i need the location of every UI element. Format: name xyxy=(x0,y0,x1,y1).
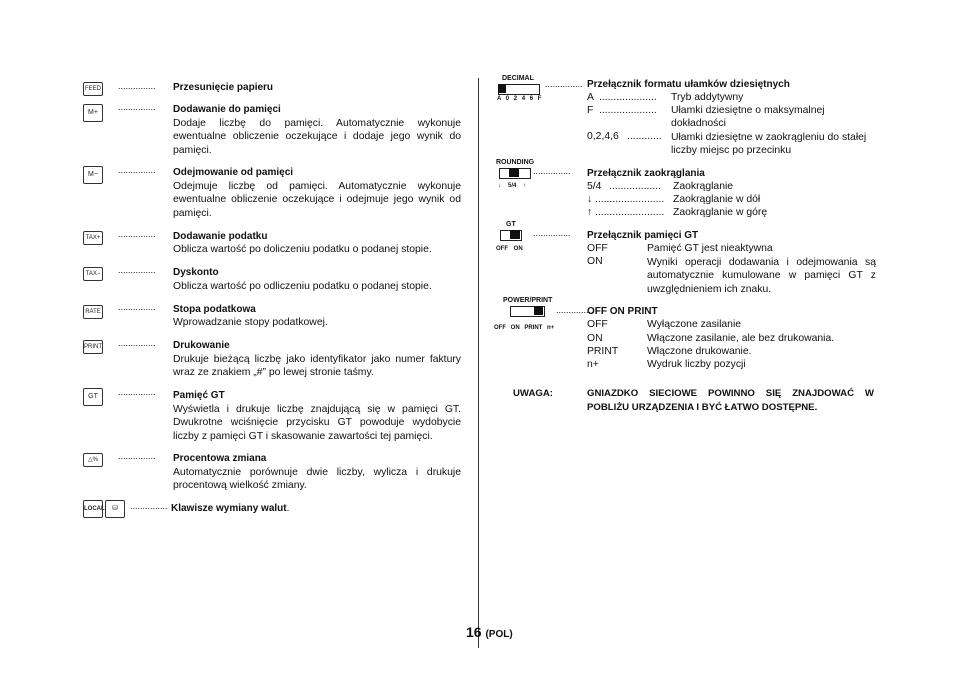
item-title: Odejmowanie od pamięci xyxy=(173,167,294,178)
item-description: Wyświetla i drukuje liczbę znajdującą się w pamięci GT. Dwukrotne wciśnięcie przycisku GT powoduje wydobycie liczby z pamięci GT i skasowanie zawartości tej pamięci. xyxy=(173,404,461,442)
section-title: Przełącznik formatu ułamków dziesiętnych xyxy=(587,79,790,90)
option-key: PRINT xyxy=(587,346,619,357)
option-key: OFF xyxy=(587,319,608,330)
item-description: Wprowadzanie stopy podatkowej. xyxy=(173,317,328,328)
leader-dots: .................... xyxy=(599,92,657,103)
gt-key-icon: GT xyxy=(83,388,103,406)
power-print-switch-icon: POWER/PRINT OFF ON PRINT n+ xyxy=(494,297,555,331)
option-key: A xyxy=(587,92,594,103)
leader-dots: ............... xyxy=(118,81,156,91)
option-key: ON xyxy=(587,333,603,344)
option-key: ↑ xyxy=(587,207,593,218)
option-key: 0,2,4,6 xyxy=(587,131,619,142)
leader-dots: ............... xyxy=(545,79,583,89)
item-description: Automatycznie porównuje dwie liczby, wylicza i drukuje procentową wielkość zmiany. xyxy=(173,467,461,492)
item-description: Oblicza wartość po doliczeniu podatku o podanej stopie. xyxy=(173,244,432,255)
item-title: Dodawanie do pamięci xyxy=(173,104,281,115)
leader-dots: ............... xyxy=(118,338,156,348)
option-value: Ułamki dziesiętne w zaokrągleniu do stałej liczby miejsc po przecinku xyxy=(671,132,867,157)
option-value: Ułamki dziesiętne o maksymalnej dokładności xyxy=(671,105,825,130)
leader-dots: ............... xyxy=(533,166,571,176)
item-title: Dodawanie podatku xyxy=(173,231,268,242)
leader-dots: ............... xyxy=(118,302,156,312)
leader-dots: ............... xyxy=(533,228,571,238)
section-title: Przełącznik pamięci GT xyxy=(587,230,699,241)
page-number: 16 (POL) xyxy=(466,624,513,640)
leader-dots: .................. xyxy=(609,181,661,192)
item-title: Procentowa zmiana xyxy=(173,453,267,464)
option-key: ON xyxy=(587,256,603,267)
tax-plus-key-icon: TAX+ xyxy=(83,231,103,245)
option-value: Wyłączone zasilanie xyxy=(647,319,742,330)
option-value: Zaokrąglanie w dół xyxy=(673,194,761,205)
column-divider xyxy=(478,78,479,648)
item-description: Dodaje liczbę do pamięci. Automatycznie wykonuje ewentualne obliczenie oczekujące i dodaje jego wynik do pamięci. xyxy=(173,118,461,156)
item-title: Drukowanie xyxy=(173,340,230,351)
leader-dots: ............ xyxy=(627,131,662,142)
option-key: 5/4 xyxy=(587,181,602,192)
leader-dots: ........................ xyxy=(595,194,665,205)
decimal-switch-icon: DECIMAL A 0 2 4 6 F xyxy=(497,75,543,102)
leader-dots: ............... xyxy=(118,229,156,239)
m-minus-key-icon: M− xyxy=(83,166,103,184)
m-plus-key-icon: M+ xyxy=(83,104,103,122)
option-value: Włączone zasilanie, ale bez drukowania. xyxy=(647,333,835,344)
option-value: Wyniki operacji dodawania i odejmowania są automatycznie kumulowane w pamięci GT z uwzględnieniem ich znaku. xyxy=(647,257,876,295)
item-title: Klawisze wymiany walut. xyxy=(171,503,290,514)
print-key-icon: PRINT xyxy=(83,340,103,354)
delta-percent-key-icon: △% xyxy=(83,453,103,467)
leader-dots: .................... xyxy=(599,105,657,116)
option-value: Zaokrąglanie w górę xyxy=(673,207,768,218)
section-title: Przełącznik zaokrąglania xyxy=(587,168,705,179)
item-description: Drukuje bieżącą liczbę jako identyfikator jako numer faktury wraz ze znakiem „#” po lewej stronie taśmy. xyxy=(173,354,461,379)
option-value: Wydruk liczby pozycji xyxy=(647,359,746,370)
option-value: Tryb addytywny xyxy=(671,92,744,103)
item-title: Pamięć GT xyxy=(173,390,225,401)
leader-dots: ........................ xyxy=(595,207,665,218)
tax-minus-key-icon: TAX− xyxy=(83,267,103,281)
item-title: Dyskonto xyxy=(173,267,219,278)
section-title: OFF ON PRINT xyxy=(587,306,658,317)
feed-key-icon: FEED xyxy=(83,82,103,96)
local-key-icon: LOCAL xyxy=(83,500,103,518)
currency-key-icon: ⛁ xyxy=(105,500,125,518)
note-label: UWAGA: xyxy=(513,388,553,399)
leader-dots: ............... xyxy=(130,501,168,511)
option-value: Pamięć GT jest nieaktywna xyxy=(647,243,773,254)
rounding-switch-icon: ROUNDING ↓ 5/4 ↑ xyxy=(496,159,535,189)
leader-dots: ............... xyxy=(118,451,156,461)
option-key: F xyxy=(587,105,594,116)
gt-switch-icon: GT OFF ON xyxy=(496,221,523,252)
item-description: Odejmuje liczbę od pamięci. Automatycznie wykonuje ewentualne obliczenie oczekujące i odejmuje jego wynik od pamięci. xyxy=(173,181,461,219)
note-text: GNIAZDKO SIECIOWE POWINNO SIĘ ZNAJDOWAĆ W POBLIŻU URZĄDZENIA I BYĆ ŁATWO DOSTĘPNE. xyxy=(587,388,874,413)
option-value: Zaokrąglanie xyxy=(673,181,734,192)
option-key: ↓ xyxy=(587,194,593,205)
leader-dots: ............... xyxy=(118,387,156,397)
item-description: Oblicza wartość po odliczeniu podatku o podanej stopie. xyxy=(173,281,432,292)
leader-dots: ............... xyxy=(556,305,594,315)
option-key: OFF xyxy=(587,243,608,254)
leader-dots: ............... xyxy=(118,102,156,112)
item-title: Stopa podatkowa xyxy=(173,304,256,315)
option-key: n+ xyxy=(587,359,599,370)
leader-dots: ............... xyxy=(118,265,156,275)
leader-dots: ............... xyxy=(118,165,156,175)
item-title: Przesunięcie papieru xyxy=(173,82,274,93)
option-value: Włączone drukowanie. xyxy=(647,346,752,357)
rate-key-icon: RATE xyxy=(83,305,103,319)
